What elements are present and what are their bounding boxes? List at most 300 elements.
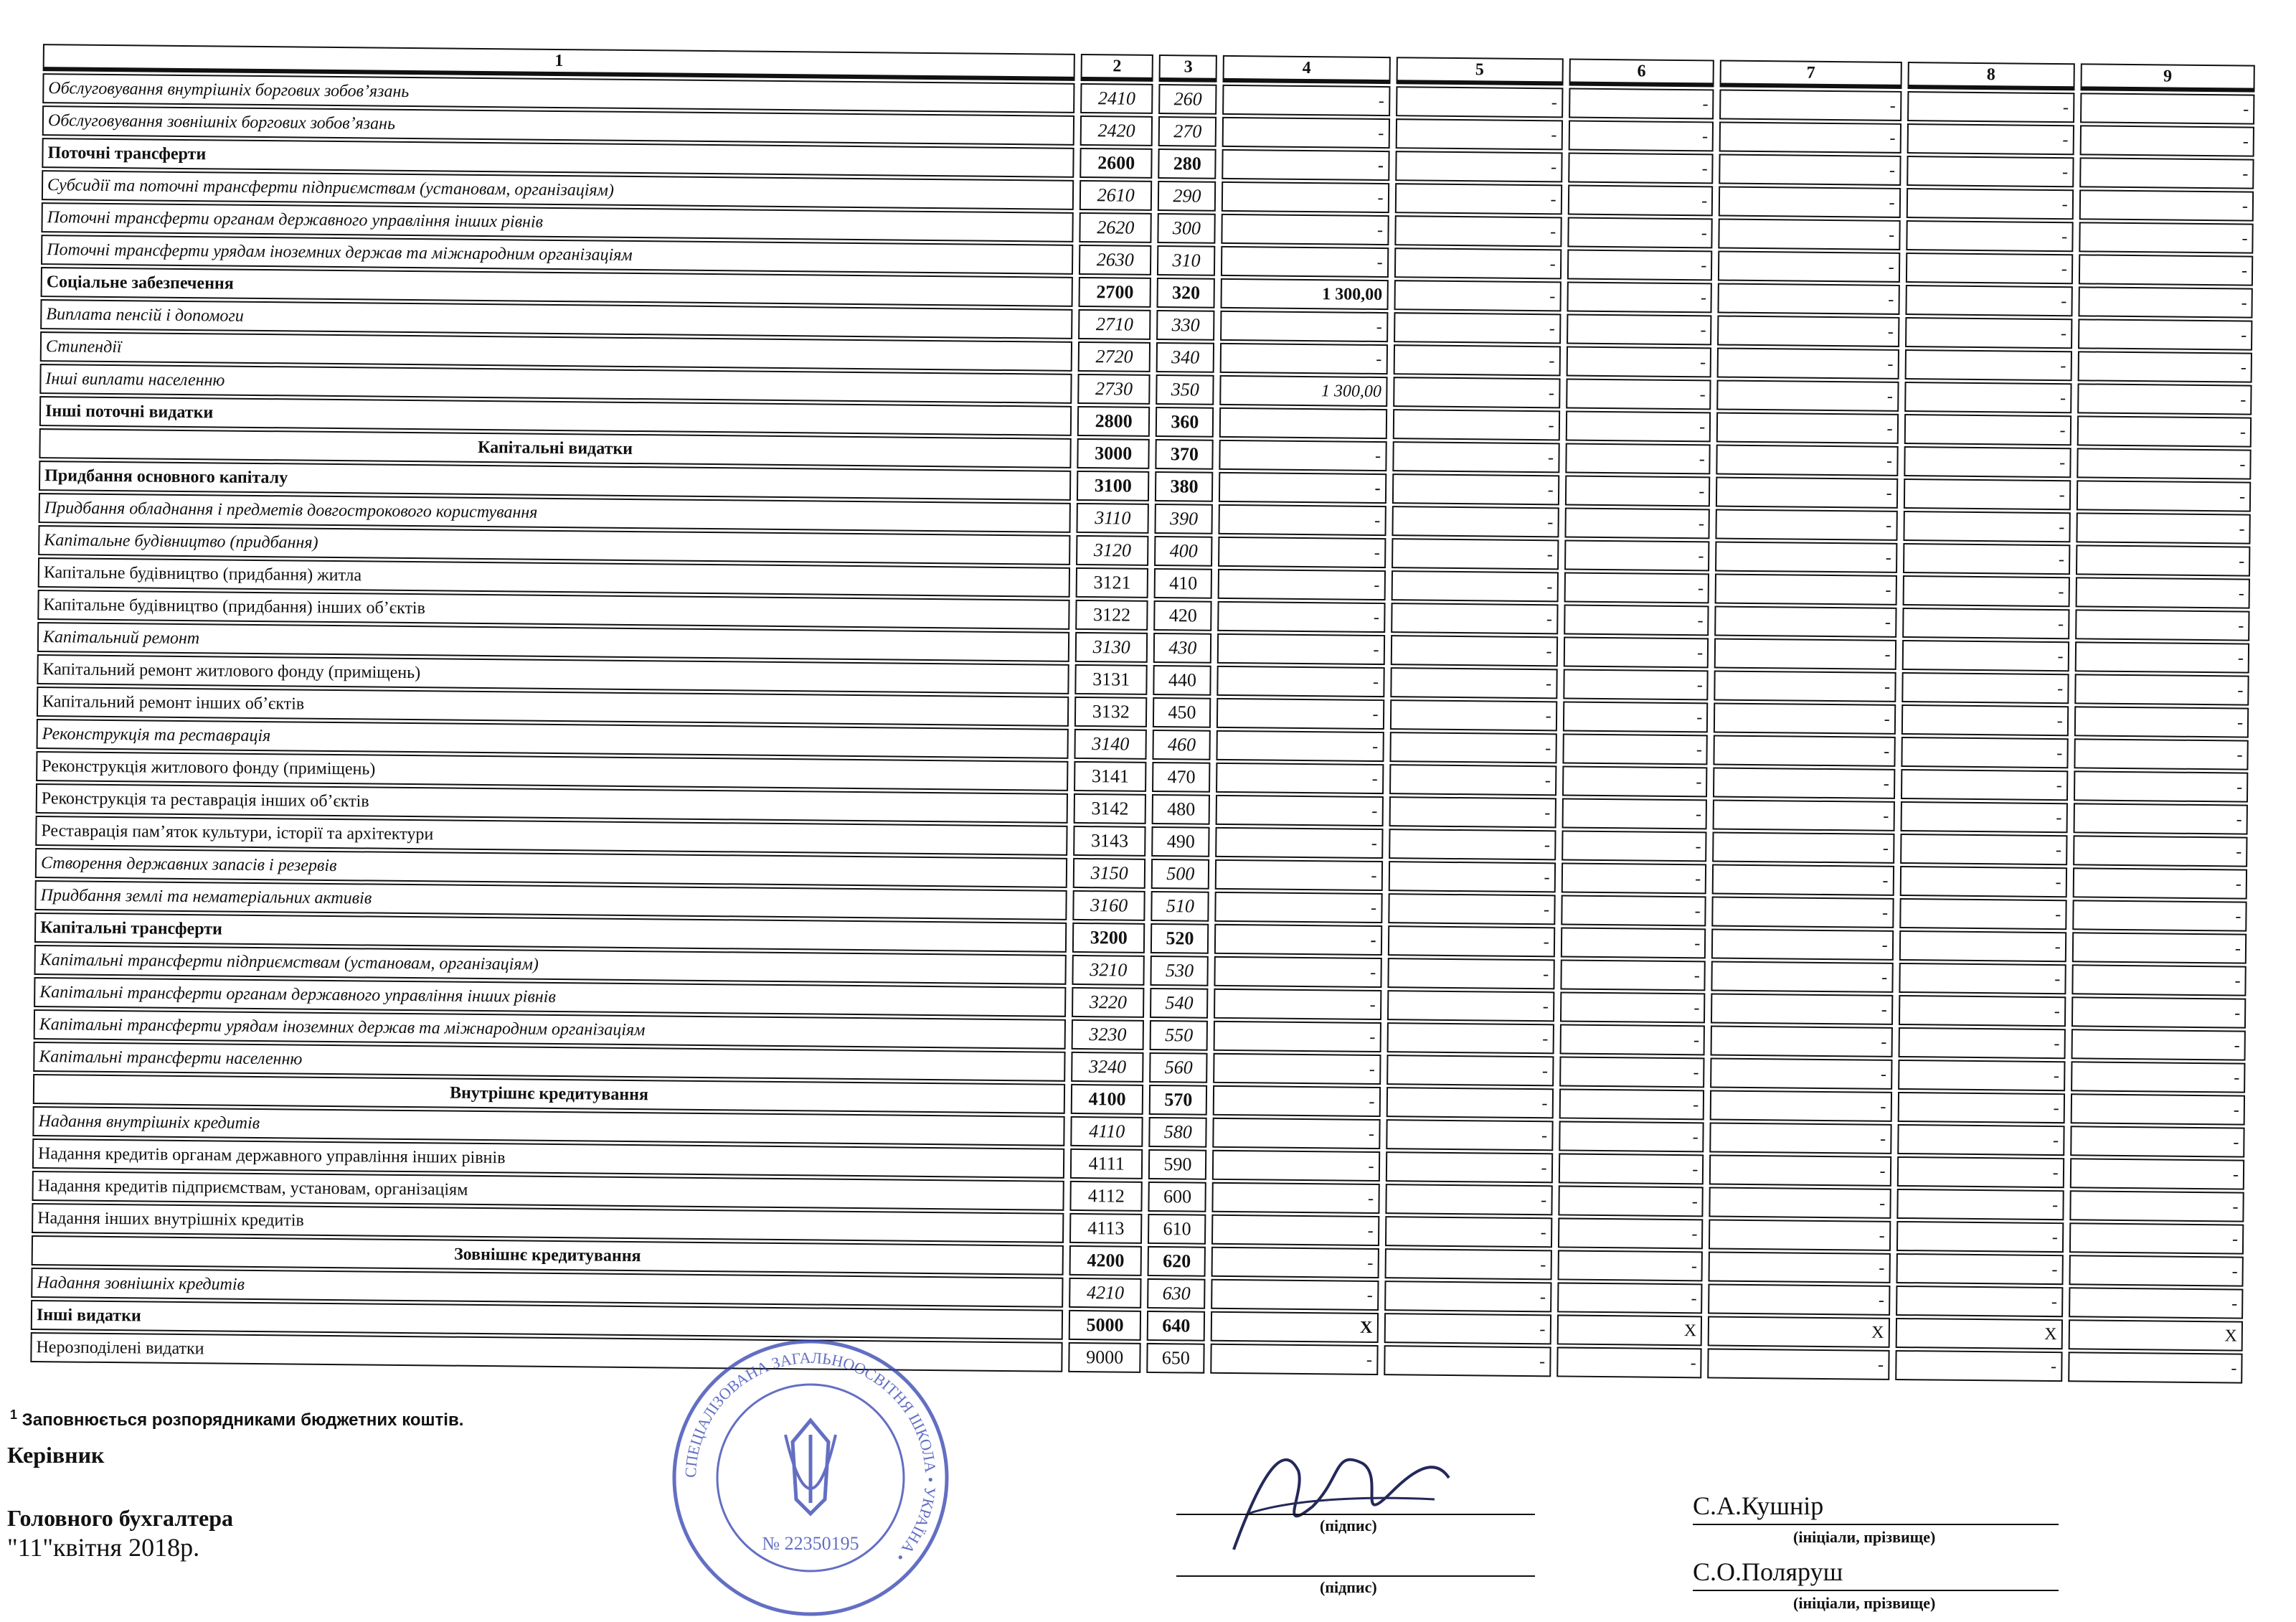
value-cell-col-9: - — [2077, 480, 2252, 511]
value-cell-col-5: - — [1394, 247, 1561, 279]
stamp-number: № 22350195 — [762, 1533, 859, 1554]
value-cell-col-8: - — [1904, 349, 2071, 381]
value-cell-col-5: - — [1389, 829, 1556, 860]
value-cell-col-6: - — [1562, 765, 1708, 797]
value-cell-col-9: - — [2074, 674, 2249, 705]
head-name: С.А.Кушнір — [1693, 1491, 1824, 1520]
value-cell-col-9: - — [2071, 932, 2247, 963]
row-name-cell: Поточні трансферти органам державного управління інших рівнів — [41, 202, 1073, 242]
value-cell-col-6: - — [1567, 184, 1713, 216]
row-code-cell: 2610 — [1080, 180, 1153, 211]
value-cell-col-4: - — [1217, 666, 1384, 697]
expenditure-table — [24, 42, 2261, 1386]
expenditure-table-wrapper — [24, 42, 2261, 1386]
row-name-cell: Обслуговування зовнішніх боргових зобов’язань — [42, 105, 1074, 146]
row-name-cell: Капітальні трансферти підприємствам (установам, організаціям) — [34, 945, 1067, 985]
row-number-cell: 320 — [1157, 278, 1215, 308]
col-header-9: 9 — [2080, 63, 2255, 92]
value-cell-col-7: - — [1714, 702, 1896, 734]
value-cell-col-7: - — [1709, 1154, 1891, 1186]
value-cell-col-9: - — [2069, 1158, 2244, 1189]
value-cell-col-6: - — [1558, 1153, 1704, 1184]
value-cell-col-9: - — [2069, 1222, 2244, 1254]
row-number-cell: 600 — [1148, 1182, 1206, 1212]
head-signature-caption: (підпис) — [1320, 1517, 1377, 1534]
row-name-cell: Поточні трансферти — [42, 138, 1074, 178]
value-cell-col-7: - — [1712, 831, 1894, 863]
value-cell-col-9: - — [2071, 964, 2247, 996]
value-cell-col-6: - — [1556, 1347, 1702, 1378]
value-cell-col-6: - — [1563, 636, 1709, 668]
value-cell-col-9: - — [2079, 189, 2254, 221]
value-cell-col-8: - — [1904, 382, 2071, 413]
row-code-cell: 4100 — [1071, 1084, 1144, 1115]
value-cell-col-5: - — [1395, 118, 1562, 150]
row-number-cell: 400 — [1154, 536, 1212, 567]
row-name-cell: Реставрація пам’яток культури, історії та архітектури — [35, 816, 1067, 856]
value-cell-col-6: - — [1567, 217, 1713, 248]
row-name-cell: Капітальний ремонт — [37, 622, 1069, 662]
row-number-cell: 530 — [1151, 956, 1209, 986]
value-cell-col-7: - — [1715, 573, 1897, 605]
value-cell-col-9: - — [2072, 900, 2247, 931]
value-cell-col-7: - — [1716, 476, 1898, 508]
head-name-line — [1693, 1524, 2059, 1525]
row-name-cell: Обслуговування внутрішніх боргових зобов’язань — [42, 73, 1074, 113]
value-cell-col-4: - — [1216, 795, 1383, 826]
row-name-cell: Внутрішнє кредитування — [33, 1074, 1065, 1114]
value-cell-col-9: - — [2069, 1190, 2244, 1222]
row-number-cell: 260 — [1158, 84, 1216, 115]
value-cell-col-8: - — [1901, 672, 2069, 704]
row-code-cell: 3100 — [1077, 471, 1150, 501]
row-number-cell: 560 — [1150, 1052, 1208, 1083]
value-cell-col-5: - — [1386, 1022, 1554, 1054]
value-cell-col-4: - — [1219, 504, 1386, 536]
row-name-cell: Капітальні трансферти урядам іноземних держав та міжнародним організаціям — [34, 1009, 1066, 1050]
row-number-cell: 480 — [1152, 794, 1210, 825]
row-number-cell: 280 — [1158, 148, 1216, 179]
value-cell-col-8: - — [1896, 1221, 2064, 1253]
value-cell-col-9: X — [2068, 1319, 2243, 1351]
value-cell-col-7: - — [1714, 638, 1896, 669]
value-cell-col-4: - — [1211, 1247, 1379, 1278]
value-cell-col-8: - — [1907, 156, 2074, 187]
row-number-cell: 590 — [1148, 1149, 1206, 1180]
value-cell-col-5: - — [1389, 764, 1556, 796]
row-name-cell: Стипендії — [40, 331, 1072, 372]
value-cell-col-9: - — [2071, 996, 2247, 1028]
row-name-cell: Поточні трансферти урядам іноземних держав та міжнародним організаціям — [41, 235, 1073, 275]
value-cell-col-8: - — [1901, 769, 2068, 801]
value-cell-col-9: - — [2075, 577, 2250, 608]
value-cell-col-7: - — [1714, 605, 1896, 637]
value-cell-col-8: - — [1896, 1189, 2064, 1220]
value-cell-col-8: - — [1898, 1060, 2065, 1091]
value-cell-col-5: - — [1392, 409, 1559, 440]
value-cell-col-8: X — [1895, 1318, 2062, 1349]
row-name-cell: Капітальні трансферти органам державного управління інших рівнів — [34, 977, 1066, 1017]
value-cell-col-6: - — [1563, 669, 1709, 700]
value-cell-col-6: - — [1559, 1056, 1705, 1088]
value-cell-col-4: - — [1212, 1182, 1379, 1214]
value-cell-col-8: - — [1902, 608, 2069, 639]
value-cell-col-4: 1 300,00 — [1221, 278, 1388, 310]
row-name-cell: Надання внутрішніх кредитів — [32, 1106, 1064, 1146]
row-code-cell: 4111 — [1070, 1149, 1143, 1179]
value-cell-col-6: - — [1562, 830, 1707, 862]
value-cell-col-7: - — [1716, 509, 1898, 540]
row-code-cell: 3230 — [1072, 1019, 1145, 1050]
value-cell-col-7: - — [1709, 1219, 1891, 1250]
value-cell-col-9: - — [2079, 157, 2254, 189]
row-number-cell: 650 — [1147, 1343, 1205, 1374]
row-code-cell: 3142 — [1074, 793, 1147, 824]
value-cell-col-4: - — [1216, 730, 1384, 762]
value-cell-col-5: - — [1392, 441, 1559, 473]
value-cell-col-5: - — [1387, 958, 1554, 989]
value-cell-col-5: - — [1384, 1248, 1551, 1280]
trident-icon — [793, 1420, 828, 1514]
value-cell-col-6: - — [1565, 410, 1711, 442]
value-cell-col-8: - — [1900, 801, 2067, 833]
value-cell-col-4: - — [1214, 1021, 1381, 1052]
value-cell-col-4: - — [1211, 1344, 1378, 1375]
value-cell-col-7: - — [1717, 348, 1899, 379]
value-cell-col-4: - — [1211, 1279, 1379, 1311]
value-cell-col-6: - — [1567, 313, 1712, 345]
row-code-cell: 2720 — [1078, 341, 1151, 372]
value-cell-col-9: - — [2075, 609, 2250, 641]
value-cell-col-5: - — [1394, 183, 1562, 214]
value-cell-col-4: - — [1211, 1215, 1379, 1246]
value-cell-col-7: - — [1709, 1251, 1891, 1283]
value-cell-col-8: - — [1906, 253, 2073, 284]
value-cell-col-6: - — [1562, 798, 1707, 829]
value-cell-col-9: - — [2079, 125, 2254, 156]
row-number-cell: 640 — [1147, 1311, 1205, 1342]
report-date: "11"квітня 2018р. — [7, 1533, 200, 1562]
value-cell-col-5: - — [1386, 1055, 1554, 1086]
value-cell-col-4: - — [1215, 859, 1382, 891]
value-cell-col-8: - — [1906, 188, 2073, 220]
value-cell-col-5: - — [1394, 280, 1561, 311]
value-cell-col-5: - — [1387, 990, 1554, 1022]
value-cell-col-5: - — [1384, 1216, 1551, 1248]
row-code-cell: 5000 — [1069, 1310, 1142, 1341]
table-body — [30, 73, 2254, 1384]
row-number-cell: 430 — [1153, 633, 1211, 664]
value-cell-col-4: - — [1213, 1118, 1380, 1149]
row-code-cell: 3120 — [1076, 535, 1149, 566]
value-cell-col-6: - — [1560, 959, 1706, 991]
value-cell-col-4: - — [1214, 956, 1381, 988]
value-cell-col-4: - — [1218, 601, 1385, 633]
row-number-cell: 490 — [1152, 826, 1210, 857]
value-cell-col-5: - — [1396, 86, 1563, 118]
value-cell-col-7: - — [1711, 993, 1893, 1024]
value-cell-col-6: - — [1568, 152, 1714, 184]
value-cell-col-5: - — [1392, 506, 1559, 537]
value-cell-col-5: - — [1386, 1119, 1553, 1151]
row-code-cell: 3220 — [1072, 987, 1145, 1018]
value-cell-col-6: - — [1558, 1217, 1704, 1249]
value-cell-col-7: - — [1711, 961, 1894, 992]
row-name-cell: Капітальний ремонт інших об’єктів — [37, 687, 1069, 727]
col-header-3: 3 — [1159, 55, 1217, 82]
value-cell-col-5: - — [1394, 215, 1562, 247]
row-number-cell: 390 — [1155, 504, 1213, 534]
row-code-cell: 3160 — [1072, 890, 1145, 921]
row-code-cell: 2710 — [1078, 309, 1151, 340]
col-header-7: 7 — [1720, 60, 1902, 89]
row-code-cell: 2700 — [1079, 277, 1152, 308]
value-cell-col-7: - — [1716, 444, 1899, 476]
value-cell-col-6: - — [1557, 1282, 1703, 1314]
row-code-cell: 4113 — [1069, 1213, 1143, 1244]
value-cell-col-6: - — [1559, 1088, 1704, 1120]
row-code-cell: 3210 — [1072, 955, 1145, 986]
value-cell-col-4: - — [1222, 181, 1389, 213]
row-code-cell: 3000 — [1077, 438, 1150, 469]
value-cell-col-9: - — [2073, 835, 2248, 867]
value-cell-col-5: - — [1385, 1184, 1552, 1215]
value-cell-col-8: - — [1904, 414, 2071, 445]
value-cell-col-7: X — [1708, 1316, 1890, 1347]
value-cell-col-9: - — [2071, 1029, 2246, 1060]
handwritten-signature — [1219, 1428, 1463, 1571]
value-cell-col-9: - — [2077, 383, 2252, 415]
value-cell-col-7: - — [1713, 799, 1895, 831]
row-code-cell: 4110 — [1070, 1116, 1143, 1147]
value-cell-col-7: - — [1711, 928, 1894, 960]
value-cell-col-7: - — [1718, 283, 1900, 315]
value-cell-col-5: - — [1393, 344, 1560, 376]
value-cell-col-6: - — [1564, 475, 1710, 506]
value-cell-col-8: - — [1903, 511, 2070, 542]
footnote-mark: 1 — [10, 1408, 18, 1422]
row-name-cell: Придбання обладнання і предметів довгострокового користування — [39, 493, 1071, 533]
value-cell-col-8: - — [1895, 1350, 2062, 1382]
row-name-cell: Реконструкція та реставрація інших об’єктів — [36, 783, 1068, 824]
row-code-cell: 9000 — [1068, 1342, 1141, 1373]
row-name-cell: Нерозподілені видатки — [30, 1332, 1062, 1372]
row-code-cell: 2410 — [1080, 83, 1153, 114]
value-cell-col-8: - — [1896, 1253, 2063, 1285]
value-cell-col-8: - — [1897, 1124, 2064, 1156]
value-cell-col-8: - — [1903, 543, 2070, 575]
value-cell-col-4: - — [1216, 698, 1384, 730]
row-code-cell: 3200 — [1072, 923, 1145, 953]
value-cell-col-7: - — [1715, 541, 1897, 572]
value-cell-col-9: - — [2077, 415, 2252, 447]
row-number-cell: 440 — [1153, 665, 1211, 696]
value-cell-col-5: - — [1393, 377, 1560, 408]
value-cell-col-9: - — [2074, 770, 2249, 802]
value-cell-col-6: - — [1558, 1185, 1704, 1217]
value-cell-col-4: X — [1211, 1311, 1378, 1343]
value-cell-col-6: - — [1564, 572, 1709, 603]
row-code-cell: 2630 — [1079, 245, 1152, 275]
value-cell-col-7: - — [1719, 154, 1901, 186]
value-cell-col-8: - — [1907, 91, 2074, 123]
value-cell-col-7: - — [1719, 219, 1901, 250]
value-cell-col-9: - — [2078, 286, 2253, 318]
row-name-cell: Інші поточні видатки — [39, 396, 1072, 436]
row-code-cell: 2620 — [1079, 212, 1152, 243]
value-cell-col-6: - — [1568, 120, 1714, 151]
row-code-cell: 3110 — [1077, 503, 1150, 534]
value-cell-col-9: - — [2074, 706, 2249, 737]
value-cell-col-5: - — [1395, 151, 1562, 182]
value-cell-col-9: - — [2070, 1093, 2245, 1125]
footnote-text: Заповнюється розпорядниками бюджетних коштів. — [17, 1410, 464, 1430]
value-cell-col-8: - — [1902, 575, 2069, 607]
head-initials-caption: (ініціали, прізвище) — [1793, 1528, 1936, 1546]
accountant-signature-line — [1176, 1575, 1535, 1577]
value-cell-col-7: - — [1711, 1025, 1893, 1057]
head-signature-line — [1176, 1514, 1535, 1515]
value-cell-col-7: - — [1719, 187, 1901, 218]
row-number-cell: 370 — [1156, 439, 1214, 470]
value-cell-col-5: - — [1386, 1087, 1553, 1118]
row-code-cell: 4210 — [1069, 1278, 1142, 1309]
value-cell-col-5: - — [1394, 312, 1561, 344]
value-cell-col-7: - — [1712, 864, 1894, 895]
value-cell-col-6: - — [1564, 539, 1710, 571]
value-cell-col-7: - — [1714, 670, 1896, 702]
value-cell-col-5: - — [1384, 1313, 1551, 1344]
value-cell-col-6: - — [1559, 1121, 1704, 1152]
footnote — [10, 1408, 463, 1430]
value-cell-col-7: - — [1710, 1090, 1892, 1121]
row-code-cell: 4200 — [1069, 1245, 1143, 1276]
value-cell-col-6: - — [1567, 281, 1712, 313]
row-number-cell: 270 — [1158, 116, 1216, 147]
accountant-name: С.О.Поляруш — [1693, 1557, 1843, 1586]
value-cell-col-8: - — [1897, 1092, 2064, 1123]
accountant-signature-caption: (підпис) — [1320, 1578, 1377, 1596]
value-cell-col-9: - — [2077, 351, 2252, 382]
value-cell-col-8: - — [1898, 1027, 2065, 1059]
value-cell-col-7: - — [1707, 1348, 1889, 1380]
value-cell-col-5: - — [1390, 667, 1557, 699]
row-number-cell: 450 — [1153, 697, 1211, 728]
value-cell-col-4 — [1219, 407, 1386, 439]
row-name-cell: Надання кредитів підприємствам, установам, організаціям — [32, 1171, 1064, 1211]
value-cell-col-6: - — [1566, 378, 1711, 410]
value-cell-col-7: - — [1717, 316, 1899, 347]
value-cell-col-5: - — [1392, 473, 1559, 505]
accountant-name-line — [1693, 1590, 2059, 1591]
row-number-cell: 580 — [1149, 1117, 1207, 1148]
row-number-cell: 630 — [1147, 1278, 1205, 1309]
col-header-4: 4 — [1223, 55, 1390, 84]
row-code-cell: 2730 — [1077, 374, 1151, 405]
row-number-cell: 380 — [1155, 471, 1213, 502]
value-cell-col-8: - — [1899, 963, 2066, 994]
row-name-cell: Капітальні видатки — [39, 428, 1071, 468]
value-cell-col-8: - — [1896, 1286, 2063, 1317]
row-number-cell: 550 — [1150, 1020, 1208, 1051]
row-name-cell: Капітальне будівництво (придбання) інших об’єктів — [37, 590, 1069, 630]
row-code-cell: 3132 — [1074, 697, 1148, 727]
value-cell-col-7: - — [1709, 1187, 1891, 1218]
value-cell-col-8: - — [1901, 704, 2068, 736]
value-cell-col-4: - — [1219, 440, 1386, 471]
row-name-cell: Реконструкція житлового фонду (приміщень) — [36, 751, 1068, 791]
value-cell-col-4: - — [1216, 827, 1383, 859]
value-cell-col-6: - — [1560, 991, 1706, 1023]
value-cell-col-7: - — [1716, 380, 1899, 412]
value-cell-col-6: - — [1567, 249, 1713, 280]
value-cell-col-5: - — [1384, 1345, 1551, 1377]
value-cell-col-9: - — [2074, 641, 2249, 673]
value-cell-col-5: - — [1389, 732, 1556, 763]
value-cell-col-9: - — [2074, 738, 2249, 770]
value-cell-col-9: - — [2076, 512, 2251, 544]
row-name-cell: Реконструкція та реставрація — [37, 719, 1069, 759]
row-code-cell: 3150 — [1073, 858, 1146, 889]
value-cell-col-7: - — [1719, 122, 1901, 154]
row-name-cell: Соціальне забезпечення — [41, 267, 1073, 307]
row-code-cell: 3140 — [1074, 729, 1148, 760]
value-cell-col-7: - — [1714, 735, 1896, 766]
row-number-cell: 350 — [1156, 374, 1214, 405]
value-cell-col-6: - — [1561, 862, 1706, 894]
value-cell-col-4: - — [1213, 1085, 1380, 1117]
value-cell-col-4: 1 300,00 — [1220, 375, 1387, 407]
value-cell-col-4: - — [1222, 149, 1389, 181]
row-code-cell: 3240 — [1071, 1052, 1144, 1083]
value-cell-col-8: - — [1905, 285, 2072, 316]
row-number-cell: 410 — [1154, 568, 1212, 599]
row-number-cell: 520 — [1151, 923, 1209, 954]
row-code-cell: 3143 — [1073, 826, 1146, 857]
value-cell-col-9: - — [2080, 93, 2255, 124]
row-number-cell: 310 — [1157, 245, 1215, 276]
value-cell-col-4: - — [1221, 246, 1388, 278]
value-cell-col-6: - — [1560, 927, 1706, 958]
row-code-cell: 2420 — [1080, 115, 1153, 146]
row-name-cell: Субсидії та поточні трансферти підприємствам (установам, організаціям) — [42, 170, 1074, 210]
value-cell-col-4: - — [1214, 1053, 1381, 1085]
value-cell-col-9: - — [2079, 222, 2254, 253]
value-cell-col-8: - — [1903, 478, 2070, 510]
col-header-5: 5 — [1396, 57, 1563, 85]
value-cell-col-5: - — [1391, 603, 1558, 634]
value-cell-col-6: - — [1562, 733, 1708, 765]
value-cell-col-4: - — [1212, 1150, 1379, 1182]
value-cell-col-9: - — [2069, 1287, 2244, 1319]
value-cell-col-9: - — [2079, 254, 2254, 286]
value-cell-col-5: - — [1392, 538, 1559, 570]
value-cell-col-8: - — [1906, 220, 2073, 252]
value-cell-col-8: - — [1896, 1156, 2064, 1188]
value-cell-col-8: - — [1901, 640, 2069, 671]
row-number-cell: 620 — [1148, 1246, 1206, 1277]
value-cell-col-5: - — [1384, 1281, 1551, 1312]
value-cell-col-8: - — [1899, 898, 2066, 930]
value-cell-col-6: - — [1569, 88, 1714, 119]
value-cell-col-7: - — [1710, 1057, 1892, 1089]
value-cell-col-5: - — [1388, 861, 1555, 892]
value-cell-col-6: - — [1564, 604, 1709, 636]
row-number-cell: 330 — [1156, 310, 1214, 341]
row-number-cell: 540 — [1150, 988, 1208, 1019]
value-cell-col-4: - — [1221, 311, 1388, 342]
value-cell-col-4: - — [1218, 569, 1385, 600]
